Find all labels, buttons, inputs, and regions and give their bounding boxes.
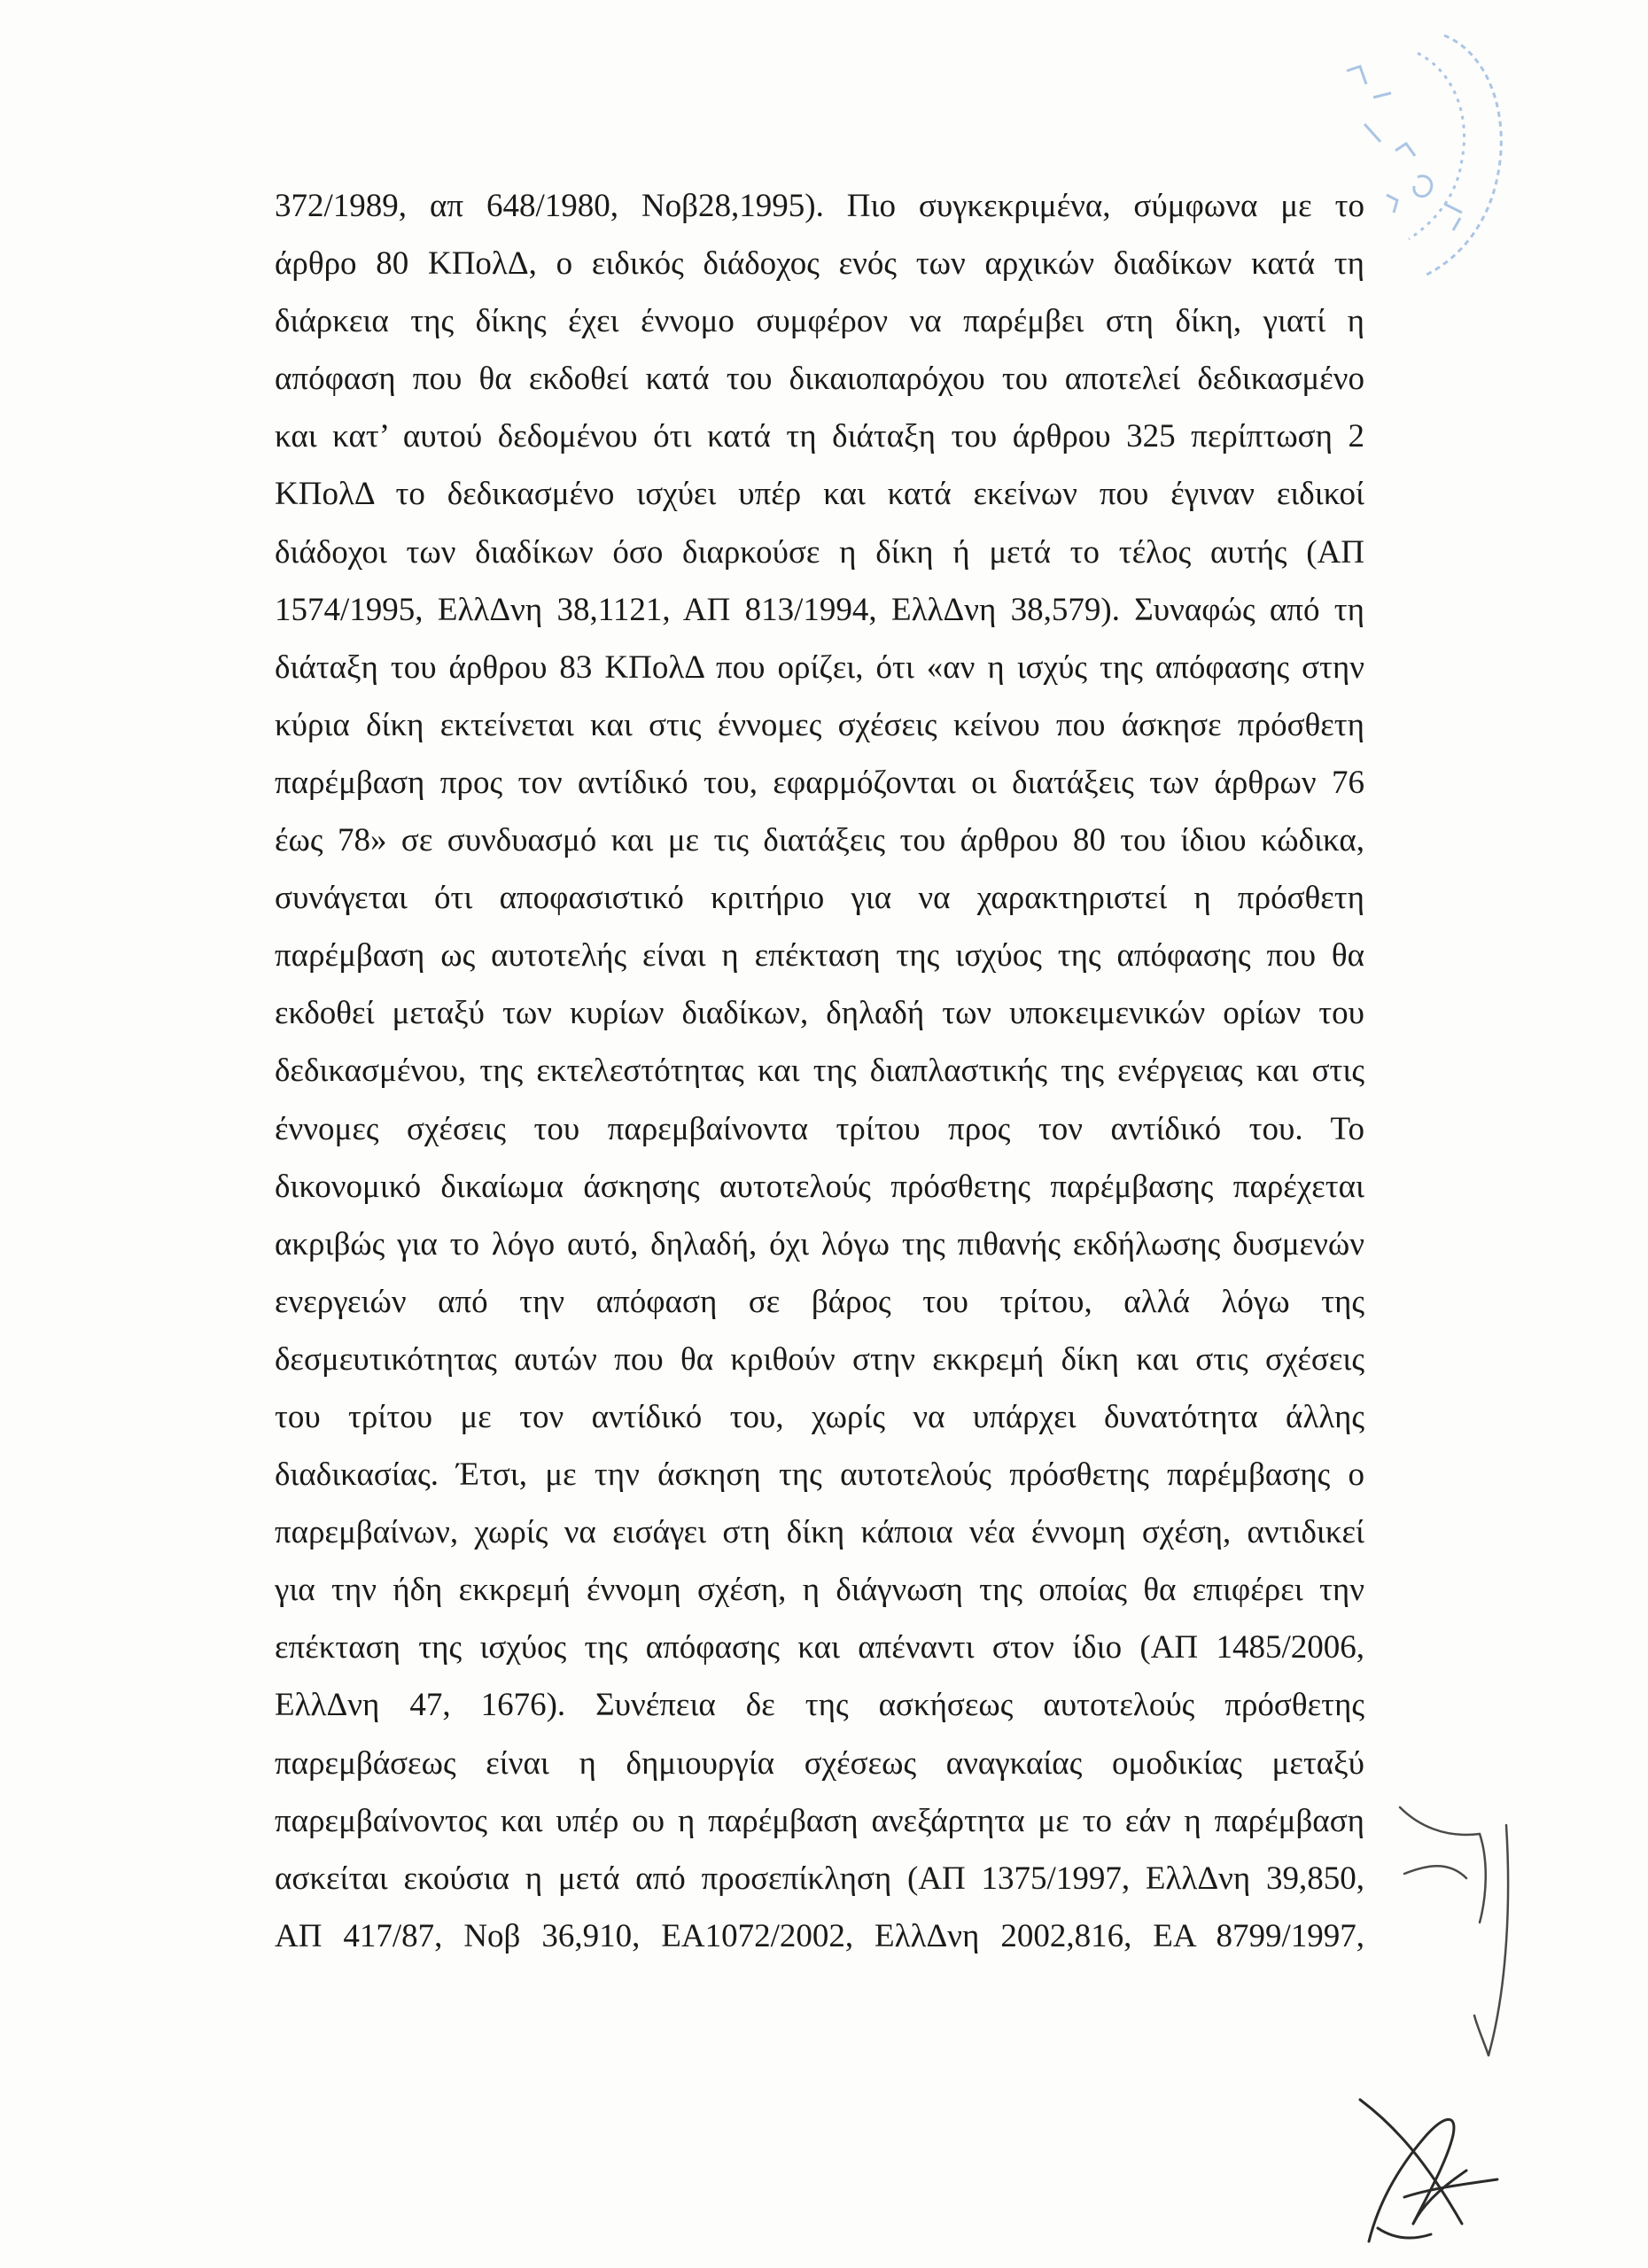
text-line: ενεργειών από την απόφαση σε βάρος του τρίτου, αλλά λόγω της	[275, 1283, 1364, 1320]
text-line: επέκταση της ισχύος της απόφασης και απέναντι στον ίδιο (ΑΠ 1485/2006,	[275, 1629, 1364, 1666]
text-line: και κατ’ αυτού δεδομένου ότι κατά τη διάταξη του άρθρου 325 περίπτωση 2	[275, 418, 1364, 455]
text-line: ΚΠολΔ το δεδικασμένο ισχύει υπέρ και κατά εκείνων που έγιναν ειδικοί	[275, 476, 1364, 513]
text-line: ακριβώς για το λόγο αυτό, δηλαδή, όχι λόγω της πιθανής εκδήλωσης δυσμενών	[275, 1225, 1364, 1262]
signature-icon	[1342, 2073, 1511, 2259]
text-line: διάταξη του άρθρου 83 ΚΠολΔ που ορίζει, ότι «αν η ισχύς της απόφασης στην	[275, 649, 1364, 686]
text-line: ΑΠ 417/87, Νοβ 36,910, ΕΑ1072/2002, ΕλλΔνη 2002,816, ΕΑ 8799/1997,	[275, 1917, 1364, 1954]
text-line: ΕλλΔνη 47, 1676). Συνέπεια δε της ασκήσεως αυτοτελούς πρόσθετης	[275, 1687, 1364, 1724]
text-line: έννομες σχέσεις του παρεμβαίνοντα τρίτου προς τον αντίδικό του. Το	[275, 1110, 1364, 1147]
text-line: εκδοθεί μεταξύ των κυρίων διαδίκων, δηλαδή των υποκειμενικών ορίων του	[275, 995, 1364, 1032]
text-line: ασκείται εκούσια η μετά από προσεπίκληση (ΑΠ 1375/1997, ΕλλΔνη 39,850,	[275, 1860, 1364, 1897]
text-line: παρεμβαίνων, χωρίς να εισάγει στη δίκη κάποια νέα έννομη σχέση, αντιδικεί	[275, 1514, 1364, 1551]
margin-mark-icon	[1382, 1790, 1542, 2082]
text-line: παρεμβάσεως είναι η δημιουργία σχέσεως αναγκαίας ομοδικίας μεταξύ	[275, 1744, 1364, 1782]
text-line: συνάγεται ότι αποφασιστικό κριτήριο για να χαρακτηριστεί η πρόσθετη	[275, 880, 1364, 917]
text-line: 372/1989, απ 648/1980, Νοβ28,1995). Πιο συγκεκριμένα, σύμφωνα με το	[275, 188, 1364, 224]
text-line: διάρκεια της δίκης έχει έννομο συμφέρον να παρέμβει στη δίκη, γιατί η	[275, 303, 1364, 340]
text-line: για την ήδη εκκρεμή έννομη σχέση, η διάγνωση της οποίας θα επιφέρει την	[275, 1572, 1364, 1609]
text-line: απόφαση που θα εκδοθεί κατά του δικαιοπαρόχου του αποτελεί δεδικασμένο	[275, 361, 1364, 398]
text-line: παρέμβαση ως αυτοτελής είναι η επέκταση της ισχύος της απόφασης που θα	[275, 937, 1364, 975]
text-line: έως 78» σε συνδυασμό και με τις διατάξεις του άρθρου 80 του ίδιου κώδικα,	[275, 822, 1364, 859]
text-line: παρέμβαση προς τον αντίδικό του, εφαρμόζονται οι διατάξεις των άρθρων 76	[275, 764, 1364, 801]
text-line: κύρια δίκη εκτείνεται και στις έννομες σχέσεις κείνου που άσκησε πρόσθετη	[275, 706, 1364, 743]
text-line: του τρίτου με τον αντίδικό του, χωρίς να υπάρχει δυνατότητα άλλης	[275, 1398, 1364, 1435]
text-line: άρθρο 80 ΚΠολΔ, ο ειδικός διάδοχος ενός των αρχικών διαδίκων κατά τη	[275, 245, 1364, 283]
text-line: παρεμβαίνοντος και υπέρ ου η παρέμβαση ανεξάρτητα με το εάν η παρέμβαση	[275, 1802, 1364, 1839]
text-line: δεσμευτικότητας αυτών που θα κριθούν στην εκκρεμή δίκη και στις σχέσεις	[275, 1340, 1364, 1378]
text-line: δεδικασμένου, της εκτελεστότητας και της διαπλαστικής της ενέργειας και στις	[275, 1052, 1364, 1090]
text-line: δικονομικό δικαίωμα άσκησης αυτοτελούς πρόσθετης παρέμβασης παρέχεται	[275, 1168, 1364, 1205]
text-line: διαδικασίας. Έτσι, με την άσκηση της αυτοτελούς πρόσθετης παρέμβασης ο	[275, 1456, 1364, 1494]
text-line: 1574/1995, ΕλλΔνη 38,1121, ΑΠ 813/1994, ΕλλΔνη 38,579). Συναφώς από τη	[275, 591, 1364, 628]
body-text	[275, 177, 1364, 1965]
text-line: διάδοχοι των διαδίκων όσο διαρκούσε η δίκη ή μετά το τέλος αυτής (ΑΠ	[275, 533, 1364, 571]
